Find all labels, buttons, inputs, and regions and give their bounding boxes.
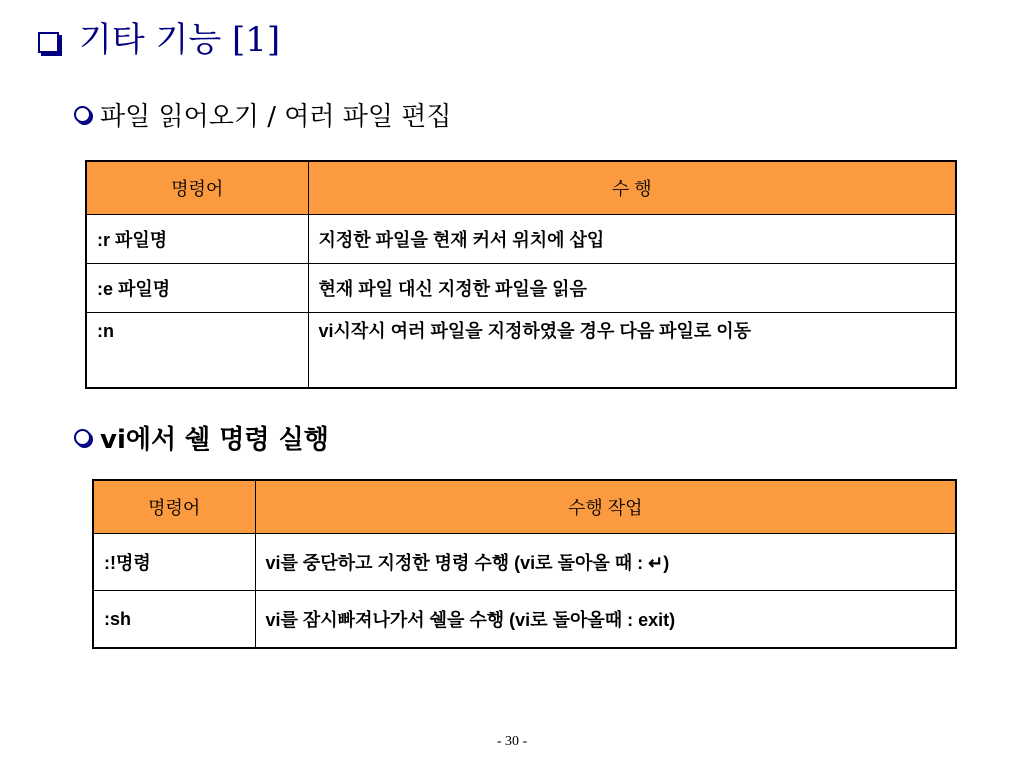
column-header-action: 수 행 (308, 161, 956, 215)
description-cell: vi시작시 여러 파일을 지정하였을 경우 다음 파일로 이동 (308, 313, 956, 389)
slide-title (38, 18, 280, 62)
column-header-command: 명령어 (93, 480, 255, 534)
description-cell: vi를 중단하고 지정한 명령 수행 (vi로 돌아올 때 : ↵) (255, 534, 956, 591)
circle-bullet-icon (74, 106, 91, 123)
shell-commands-table (92, 479, 957, 649)
command-cell: :r 파일명 (86, 215, 308, 264)
description-cell: 현재 파일 대신 지정한 파일을 읽음 (308, 264, 956, 313)
page-number: - 30 - (496, 734, 528, 749)
table-row (86, 264, 956, 313)
description-cell: vi를 잠시빠져나가서 쉘을 수행 (vi로 돌아올때 : exit) (255, 591, 956, 649)
slide-title-text: 기타 기능 [1] (79, 20, 281, 60)
column-header-command: 명령어 (86, 161, 308, 215)
section-heading-text: vi에서 쉘 명령 실행 (100, 425, 329, 455)
table-row (86, 313, 956, 389)
table-header-row (93, 480, 956, 534)
file-commands-table (85, 160, 957, 389)
column-header-action: 수행 작업 (255, 480, 956, 534)
circle-bullet-icon (74, 429, 91, 446)
section-heading-text: 파일 읽어오기 / 여러 파일 편집 (100, 102, 452, 132)
table-row (93, 534, 956, 591)
command-cell: :n (86, 313, 308, 389)
table-row (86, 215, 956, 264)
table-row (93, 591, 956, 649)
table-header-row (86, 161, 956, 215)
command-cell: :!명령 (93, 534, 255, 591)
command-cell: :e 파일명 (86, 264, 308, 313)
section-heading-shell-commands (74, 419, 329, 456)
description-cell: 지정한 파일을 현재 커서 위치에 삽입 (308, 215, 956, 264)
command-cell: :sh (93, 591, 255, 649)
square-bullet-icon (38, 32, 59, 53)
section-heading-file-editing (74, 96, 451, 133)
